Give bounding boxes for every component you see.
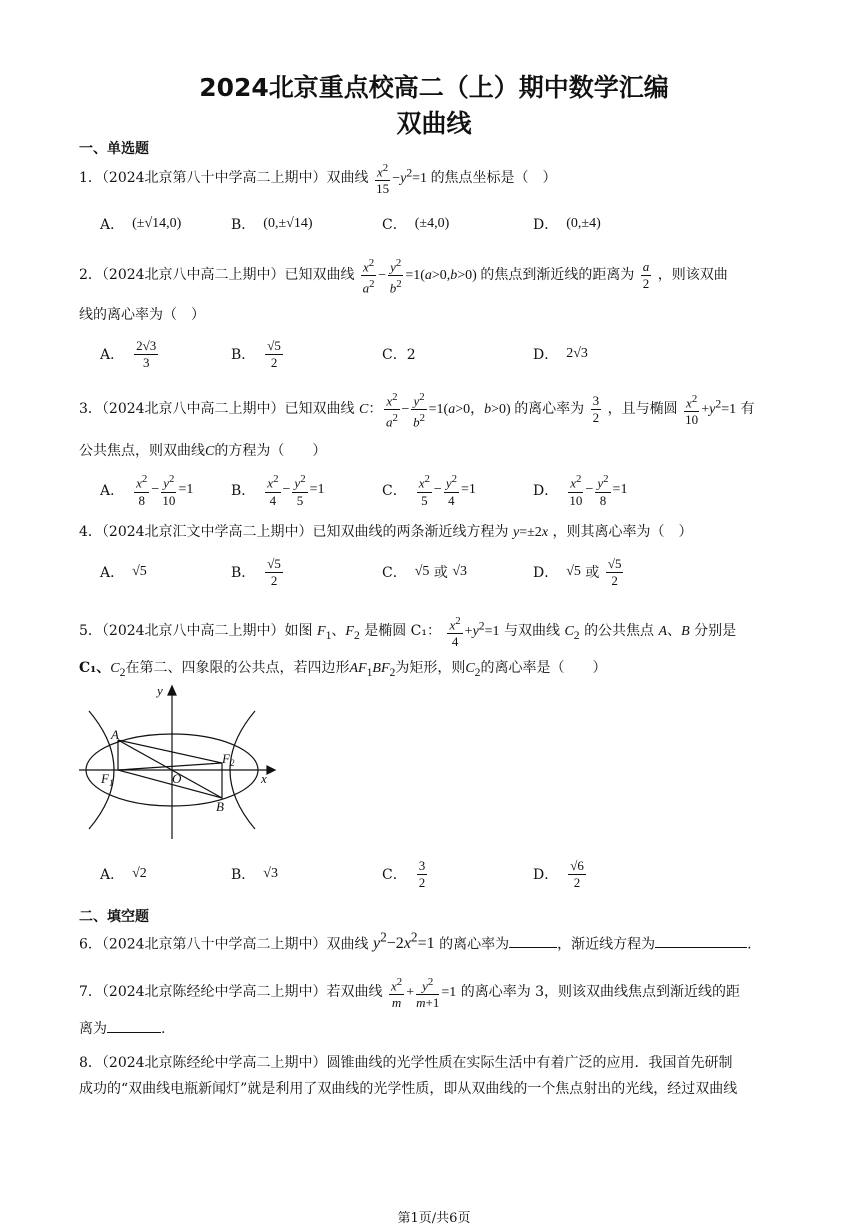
option-b: B． $\frac{x^2}{4}$ − $\frac{y^2}{5}$ =1 (231, 473, 325, 508)
section-single-choice: 一、单选题 (79, 141, 149, 157)
section-fill-blank: 二、填空题 (79, 909, 149, 925)
question-5: 5．（2024北京八中高二上期中）如图 $F_1$、$F_2$ 是椭圆 C₁： $\frac{x^2}{4}$ $+y^2=1$ 与双曲线 $C_2$ 的公共焦点 A、B 分别是 (79, 615, 737, 650)
question-8-line-2: 成功的“双曲线电瓶新闻灯”就是利用了双曲线的光学性质，即从双曲线的一个焦点射出的光线，经过双曲线 (79, 1081, 738, 1097)
question-3-stem-mid: 的离心率为 (514, 401, 585, 418)
question-2-stem-end: ，则该双曲 (657, 267, 728, 284)
answer-blank[interactable] (509, 935, 557, 948)
question-1-stem-end: 的焦点坐标是（ ） (430, 169, 557, 186)
question-3-stem-end: 有 (740, 401, 755, 418)
question-3-stem: 3．（2024北京八中高二上期中）已知双曲线 (79, 401, 355, 418)
question-5-continued: C₁、$C_2$在第二、四象限的公共点，若四边形$AF_1BF_2$为矩形，则$C_2$的离心率是（ ） (79, 660, 607, 679)
question-2 (79, 255, 728, 297)
question-4-stem-end: ，则其离心率为（ ） (552, 524, 693, 540)
page-footer: 第1页/共6页 (397, 1211, 471, 1226)
label-y: y (157, 683, 163, 698)
question-3-ellipse: $\frac{x^2}{10}$ $+y^2=1$ (685, 393, 737, 428)
question-5-stem: 5．（2024北京八中高二上期中）如图 (79, 622, 313, 639)
option-a: A． √2 (100, 866, 147, 883)
page-subtitle: 双曲线 (396, 109, 472, 138)
option-d: D． 2√3 (533, 346, 588, 363)
question-2-options (100, 334, 800, 374)
page-title: 2024北京重点校高二（上）期中数学汇编 (199, 73, 669, 102)
question-4 (79, 521, 692, 541)
label-b: B (216, 799, 224, 814)
option-d: D． (0,±4) (533, 216, 601, 233)
question-5-options (100, 854, 800, 894)
option-d: D． $\frac{x^2}{10}$ − $\frac{y^2}{8}$ =1 (533, 473, 628, 508)
question-2-equation: $\frac{x^2}{a^2}$ − $\frac{y^2}{b^2}$ =1(a>0,b>0) (362, 257, 481, 296)
question-3-options (100, 470, 800, 510)
option-c: C． $\frac{x^2}{5}$ − $\frac{y^2}{4}$ =1 (382, 473, 476, 508)
answer-blank[interactable] (655, 935, 747, 948)
question-3-eccentricity: $\frac{3}{2}$ (592, 392, 600, 425)
question-2-distance: $\frac{a}{2}$ (642, 258, 650, 291)
option-b: B． $\frac{√5}{2}$ (231, 555, 281, 588)
label-f2: $F_2$ (222, 751, 235, 768)
option-c: C． √5 或 √3 (382, 564, 467, 581)
option-a: A． $\frac{2√3}{3}$ (100, 337, 157, 370)
question-5-figure (79, 683, 289, 843)
question-3-stem-mid2: ，且与椭圆 (607, 401, 678, 418)
label-a: A (111, 727, 119, 742)
question-3-equation: C： $\frac{x^2}{a^2}$ − $\frac{y^2}{b^2}$ =1(a>0，b>0) (359, 391, 515, 430)
option-c: C． (±4,0) (382, 216, 450, 233)
option-a: A． √5 (100, 564, 147, 581)
question-1 (79, 160, 557, 197)
question-1-options (100, 204, 800, 244)
option-a: A． (±√14,0) (100, 216, 182, 233)
option-c: C．2 (382, 347, 416, 363)
question-1-stem: 1．（2024北京第八十中学高二上期中）双曲线 (79, 169, 369, 186)
question-4-options (100, 552, 800, 592)
question-3-continued: 公共焦点，则双曲线C的方程为（ ） (79, 443, 327, 459)
option-c: C． $\frac{3}{2}$ (382, 857, 426, 890)
question-2-continued: 线的离心率为（ ） (79, 307, 205, 323)
y-axis-arrow (168, 686, 176, 695)
label-f1: $F_1$ (101, 771, 114, 788)
question-5-stem-b: 是椭圆 C₁： (364, 622, 442, 639)
x-axis-arrow (267, 766, 275, 774)
option-b: B． √3 (231, 866, 278, 883)
label-o: O (172, 771, 182, 786)
option-d: D． $\frac{√6}{2}$ (533, 857, 584, 890)
question-4-stem: 4．（2024北京汇文中学高二上期中）已知双曲线的两条渐近线方程为 (79, 524, 509, 540)
label-x: x (261, 771, 267, 786)
question-2-stem-mid: 的焦点到渐近线的距离为 (480, 267, 635, 284)
option-b: B． $\frac{√5}{2}$ (231, 337, 281, 370)
answer-blank[interactable] (107, 1020, 161, 1033)
question-8-line-1: 8．（2024北京陈经纶中学高二上期中）圆锥曲线的光学性质在实际生活中有着广泛的应用．我国首先研制 (79, 1055, 733, 1071)
option-d: D． √5 或 $\frac{√5}{2}$ (533, 555, 622, 588)
question-3 (79, 389, 755, 431)
question-7: 7．（2024北京陈经纶中学高二上期中）若双曲线 $\frac{x^2}{m}$ + $\frac{y^2}{m+1}$ =1 的离心率为 3，则该双曲线焦点到渐近线的距 (79, 976, 741, 1011)
question-2-stem: 2．（2024北京八中高二上期中）已知双曲线 (79, 267, 355, 284)
option-a: A． $\frac{x^2}{8}$ − $\frac{y^2}{10}$ =1 (100, 473, 194, 508)
question-7-continued: 离为 . (79, 1021, 166, 1037)
question-1-equation: $\frac{x^2}{15}$ $-y^2=1$ (376, 162, 431, 197)
option-b: B． (0,±√14) (231, 216, 313, 233)
question-6: 6．（2024北京第八十中学高二上期中）双曲线 $y^2-2x^2=1$ 的离心率为 ，渐近线方程为 . (79, 930, 752, 953)
question-4-equation: y=±2x (513, 525, 549, 540)
